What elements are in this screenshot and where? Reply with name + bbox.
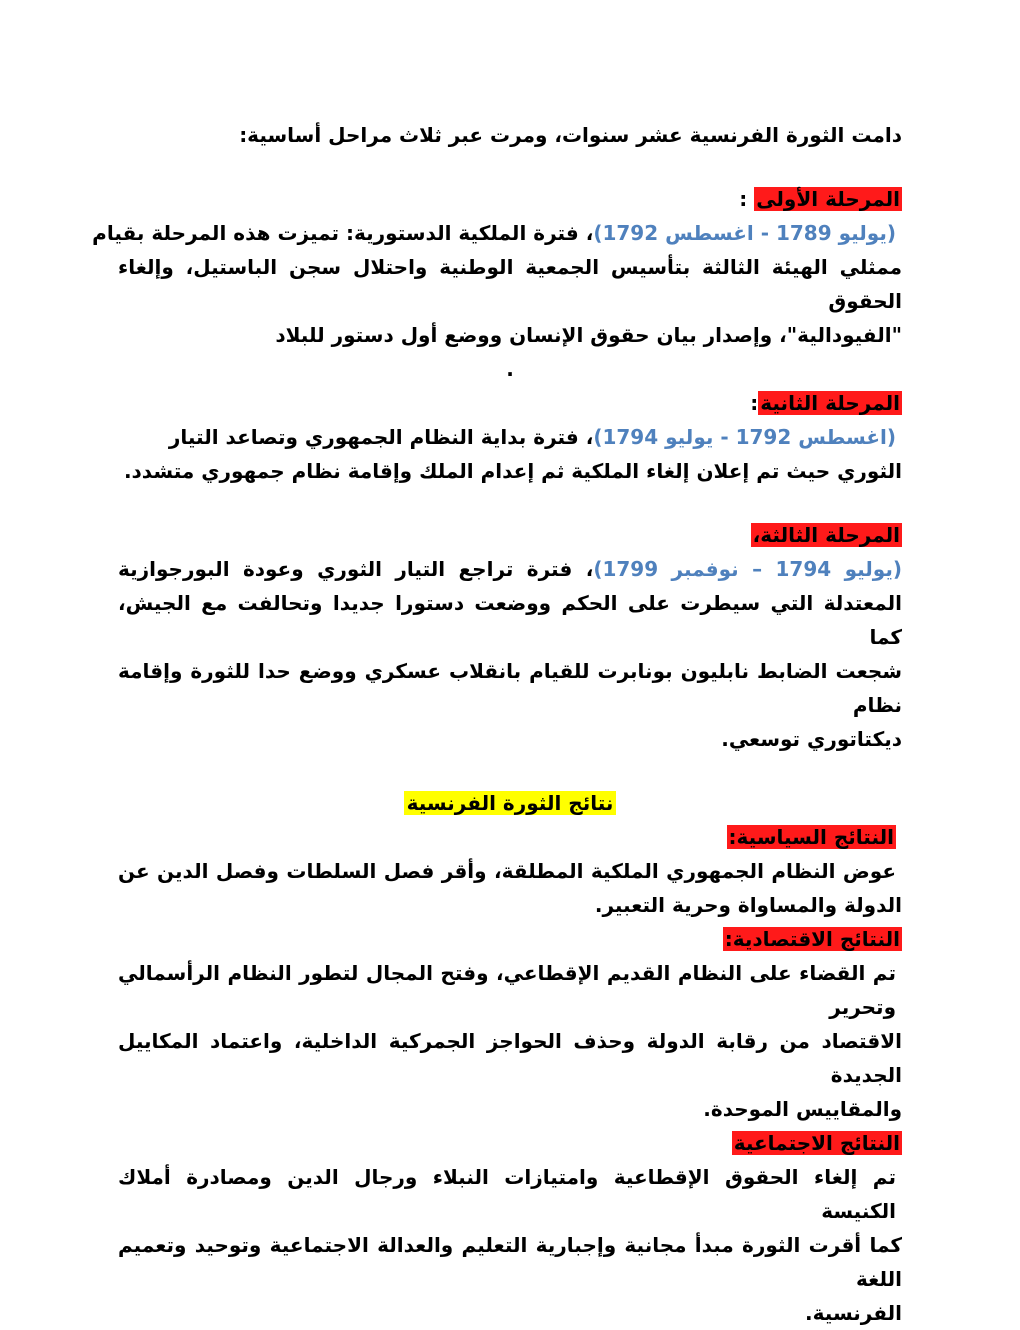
results-title: نتائج الثورة الفرنسية [404, 791, 617, 815]
document-page [92, 118, 902, 1330]
phase2-text-1: ، فترة بداية النظام الجمهوري وتصاعد التيار [168, 425, 594, 449]
phase2-heading-line [118, 386, 902, 420]
phase3-text-1: ، فترة تراجع التيار الثوري وعودة البورجوازية [118, 557, 594, 581]
political-heading: النتائج السياسية: [728, 825, 894, 849]
phase3-dates: (يوليو 1794 – نوفمبر 1799) [593, 557, 902, 581]
phase1-heading: المرحلة الأولى [756, 187, 900, 211]
phase1-dot: . [506, 357, 514, 381]
social-heading-line [118, 1126, 902, 1160]
political-heading-line [118, 820, 902, 854]
phase1-heading-line [118, 182, 902, 216]
phase3-line-3: شجعت الضابط نابليون بونابرت للقيام بانقلاب عسكري ووضع حدا للثورة وإقامة نظام [118, 659, 902, 717]
social-line-2: كما أقرت الثورة مبدأ مجانية وإجبارية التعليم والعدالة الاجتماعية وتوحيد وتعميم اللغة [118, 1233, 902, 1291]
economic-line-2: الاقتصاد من رقابة الدولة وحذف الحواجز الجمركية الداخلية، واعتماد المكاييل الجديدة [118, 1029, 902, 1087]
phase1-line-2: ممثلي الهيئة الثالثة بتأسيس الجمعية الوطنية واحتلال سجن الباستيل، وإلغاء الحقوق [118, 255, 902, 313]
social-line-3: الفرنسية. [805, 1301, 902, 1325]
phase2-line-1 [118, 420, 902, 454]
phase3-heading-line [118, 518, 902, 552]
intro-paragraph: دامت الثورة الفرنسية عشر سنوات، ومرت عبر ثلاث مراحل أساسية: [239, 123, 902, 147]
economic-line-1: تم القضاء على النظام القديم الإقطاعي، وفتح المجال لتطور النظام الرأسمالي وتحرير [118, 961, 896, 1019]
economic-heading: النتائج الاقتصادية: [724, 927, 900, 951]
phase2-heading-suffix: : [750, 391, 759, 415]
phase3-heading: المرحلة الثالثة، [752, 523, 900, 547]
phase1-heading-suffix: : [739, 187, 755, 211]
social-heading: النتائج الاجتماعية [733, 1131, 900, 1155]
social-line-1: تم إلغاء الحقوق الإقطاعية وامتيازات النبلاء ورجال الدين ومصادرة أملاك الكنيسة [118, 1165, 896, 1223]
economic-heading-line [118, 922, 902, 956]
phase3-line-2: المعتدلة التي سيطرت على الحكم ووضعت دستورا جديدا وتحالفت مع الجيش، كما [118, 591, 902, 649]
phase2-heading: المرحلة الثانية [760, 391, 900, 415]
phase1-line-3: "الفيودالية"، وإصدار بيان حقوق الإنسان ووضع أول دستور للبلاد [275, 323, 902, 347]
phase1-text-1: ، فترة الملكية الدستورية: تميزت هذه المرحلة بقيام [92, 221, 594, 245]
political-line-1: عوض النظام الجمهوري الملكية المطلقة، وأقر فصل السلطات وفصل الدين عن [118, 859, 896, 883]
results-title-line [118, 786, 902, 820]
political-line-2: الدولة والمساواة وحرية التعبير. [594, 893, 902, 917]
phase3-line-4: ديكتاتوري توسعي. [721, 727, 902, 751]
phase1-dates: (يوليو 1789 - اغسطس 1792) [593, 221, 896, 245]
phase3-line-1 [118, 552, 902, 586]
phase2-dates: (اغسطس 1792 - يوليو 1794) [593, 425, 896, 449]
economic-line-3: والمقاييس الموحدة. [703, 1097, 902, 1121]
phase2-line-2: الثوري حيث تم إعلان إلغاء الملكية ثم إعدام الملك وإقامة نظام جمهوري متشدد. [123, 459, 902, 483]
phase1-line-1 [92, 216, 902, 250]
